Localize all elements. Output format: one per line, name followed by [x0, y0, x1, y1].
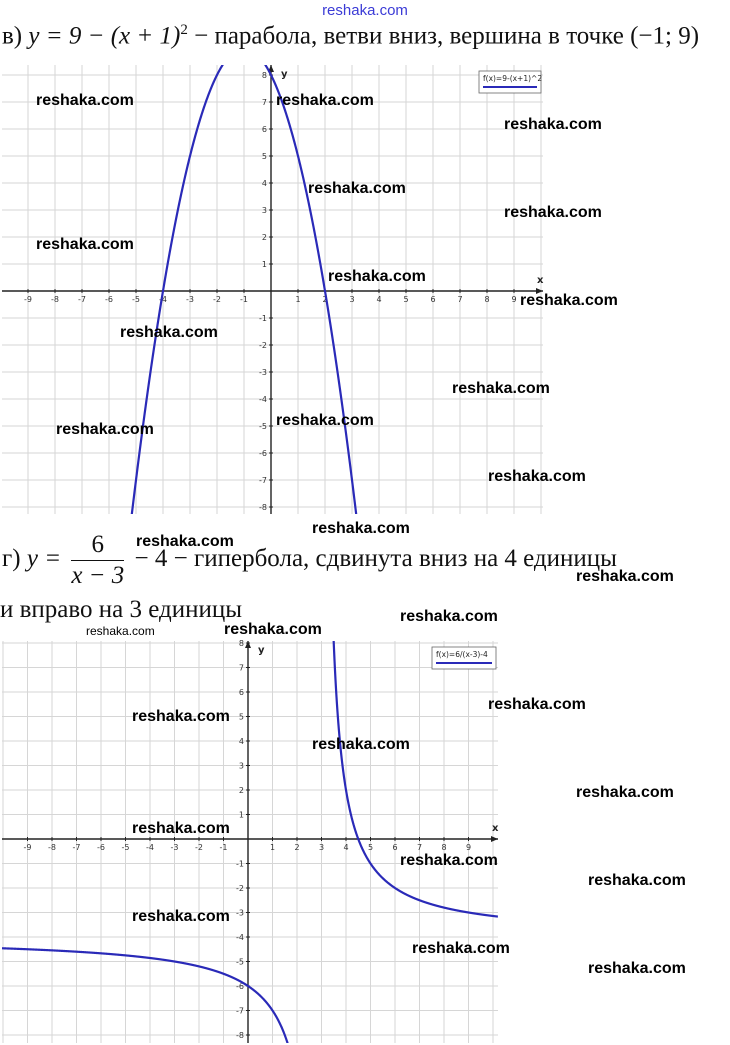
caption-part-g	[2, 530, 617, 591]
y-tick-label: 4	[238, 737, 244, 746]
watermark: reshaka.com	[312, 736, 410, 753]
fraction-denominator: x − 3	[71, 562, 125, 589]
hyperbola-left-branch	[0, 948, 312, 1045]
watermark: reshaka.com	[588, 872, 686, 889]
y-tick-label: 2	[261, 233, 267, 242]
x-tick-label: 3	[349, 295, 355, 304]
y-tick-label: -8	[259, 503, 267, 512]
y-tick-label: 3	[238, 761, 244, 771]
y-tick-label: -4	[236, 933, 244, 942]
x-tick-label: 1	[295, 295, 301, 304]
x-tick-label: -2	[195, 843, 203, 852]
watermark: reshaka.com	[400, 852, 498, 869]
watermark-small: reshaka.com	[86, 624, 155, 638]
y-tick-label: -6	[236, 982, 244, 991]
x-tick-label: 2	[294, 843, 300, 852]
y-tick-label: 6	[261, 125, 267, 134]
x-tick-label: -3	[186, 295, 194, 304]
x-tick-label: -9	[24, 295, 32, 304]
site-watermark-top: reshaka.com	[322, 2, 408, 19]
hyperbola-chart	[0, 638, 500, 1045]
y-tick-label: 1	[261, 260, 267, 269]
watermark: reshaka.com	[120, 324, 218, 341]
x-tick-label: -8	[51, 295, 59, 304]
watermark: reshaka.com	[412, 940, 510, 957]
hyperbola-right-branch	[330, 638, 498, 917]
watermark: reshaka.com	[488, 468, 586, 485]
x-tick-label: 4	[343, 843, 349, 852]
x-tick-label: -1	[219, 843, 228, 852]
watermark: reshaka.com	[308, 180, 406, 197]
equation-head: y = 9 − (x + 1)	[28, 22, 181, 50]
equation-head: y =	[26, 545, 62, 573]
part-letter: г)	[2, 545, 21, 573]
watermark: reshaka.com	[132, 908, 230, 925]
equation-tail: − парабола, ветви вниз, вершина в точке (−1; 9)	[187, 22, 700, 50]
x-axis-arrow	[491, 836, 498, 842]
watermark: reshaka.com	[312, 520, 410, 537]
x-tick-label: -6	[105, 295, 113, 304]
x-tick-label: -5	[132, 295, 140, 304]
watermark: reshaka.com	[36, 236, 134, 253]
y-tick-label: 2	[238, 786, 244, 795]
y-tick-label: -8	[236, 1031, 244, 1040]
y-axis-label: y	[258, 645, 265, 656]
watermark: reshaka.com	[452, 380, 550, 397]
fraction-numerator: 6	[71, 530, 124, 561]
caption-part-v	[2, 22, 699, 50]
x-tick-label: 6	[430, 295, 436, 304]
y-tick-label: 7	[238, 663, 244, 673]
watermark: reshaka.com	[576, 784, 674, 801]
watermark: reshaka.com	[132, 820, 230, 837]
part-letter: в)	[2, 22, 23, 50]
watermark: reshaka.com	[276, 412, 374, 429]
y-tick-label: 3	[261, 206, 267, 215]
x-axis-label: x	[537, 275, 544, 286]
x-tick-label: 2	[322, 295, 328, 304]
y-tick-label: 5	[261, 152, 267, 161]
watermark: reshaka.com	[520, 292, 618, 309]
watermark: reshaka.com	[504, 116, 602, 133]
x-tick-label: 9	[465, 843, 472, 852]
x-tick-label: -5	[121, 843, 130, 852]
y-tick-label: -1	[236, 859, 244, 869]
x-tick-label: 7	[416, 843, 423, 852]
y-tick-label: 7	[261, 98, 267, 107]
watermark: reshaka.com	[224, 621, 322, 638]
x-tick-label: 6	[392, 843, 398, 852]
watermark: reshaka.com	[136, 533, 234, 550]
x-tick-label: -9	[23, 843, 32, 852]
x-tick-label: 1	[269, 843, 276, 852]
watermark: reshaka.com	[400, 608, 498, 625]
x-tick-label: -1	[240, 295, 248, 304]
x-tick-label: 5	[367, 843, 374, 852]
x-tick-label: -8	[48, 843, 56, 852]
caption-part-g-line2: и вправо на 3 единицы	[0, 596, 243, 623]
x-tick-label: -4	[146, 843, 154, 852]
y-tick-label: -2	[236, 884, 244, 893]
y-tick-label: 8	[238, 639, 244, 648]
y-tick-label: -5	[236, 957, 244, 967]
parabola-chart	[0, 62, 545, 517]
y-tick-label: 5	[238, 712, 244, 722]
x-tick-label: -3	[170, 843, 179, 852]
fraction	[71, 530, 124, 591]
x-tick-label: 7	[457, 295, 463, 304]
equation-tail: − 4 − гипербола, сдвинута вниз на 4 единицы	[134, 545, 617, 573]
y-tick-label: 8	[261, 71, 267, 80]
watermark: reshaka.com	[36, 92, 134, 109]
y-tick-label: -3	[259, 368, 267, 377]
x-tick-label: -2	[213, 295, 221, 304]
x-tick-label: 5	[403, 295, 409, 304]
x-tick-label: -7	[72, 843, 81, 852]
x-tick-label: 9	[511, 295, 517, 304]
legend-label: f(x)=9-(x+1)^2	[483, 74, 543, 83]
y-tick-label: 6	[238, 688, 244, 697]
y-tick-label: 4	[261, 179, 267, 188]
y-axis-label: y	[281, 69, 288, 80]
x-tick-label: 3	[318, 843, 325, 852]
y-tick-label: -4	[259, 395, 267, 404]
y-tick-label: -6	[259, 449, 267, 458]
y-tick-label: -5	[259, 422, 267, 431]
x-axis-label: x	[492, 823, 499, 834]
y-tick-label: -7	[259, 476, 267, 485]
watermark: reshaka.com	[504, 204, 602, 221]
watermark: reshaka.com	[276, 92, 374, 109]
watermark: reshaka.com	[576, 568, 674, 585]
x-tick-label: -4	[159, 295, 167, 304]
y-tick-label: 1	[238, 810, 244, 820]
x-tick-label: 8	[484, 295, 490, 304]
x-tick-label: 8	[441, 843, 447, 852]
y-tick-label: -3	[236, 908, 244, 918]
watermark: reshaka.com	[132, 708, 230, 725]
x-tick-label: -7	[78, 295, 86, 304]
legend-label: f(x)=6/(x-3)-4	[436, 650, 488, 659]
y-tick-label: -1	[259, 314, 267, 323]
equation-exponent: 2	[180, 22, 188, 38]
y-tick-label: -2	[259, 341, 267, 350]
watermark: reshaka.com	[588, 960, 686, 977]
watermark: reshaka.com	[328, 268, 426, 285]
x-tick-label: 4	[376, 295, 382, 304]
x-tick-label: -6	[97, 843, 105, 852]
watermark: reshaka.com	[488, 696, 586, 713]
y-tick-label: -7	[236, 1006, 244, 1016]
watermark: reshaka.com	[56, 421, 154, 438]
y-axis-arrow	[245, 641, 251, 648]
